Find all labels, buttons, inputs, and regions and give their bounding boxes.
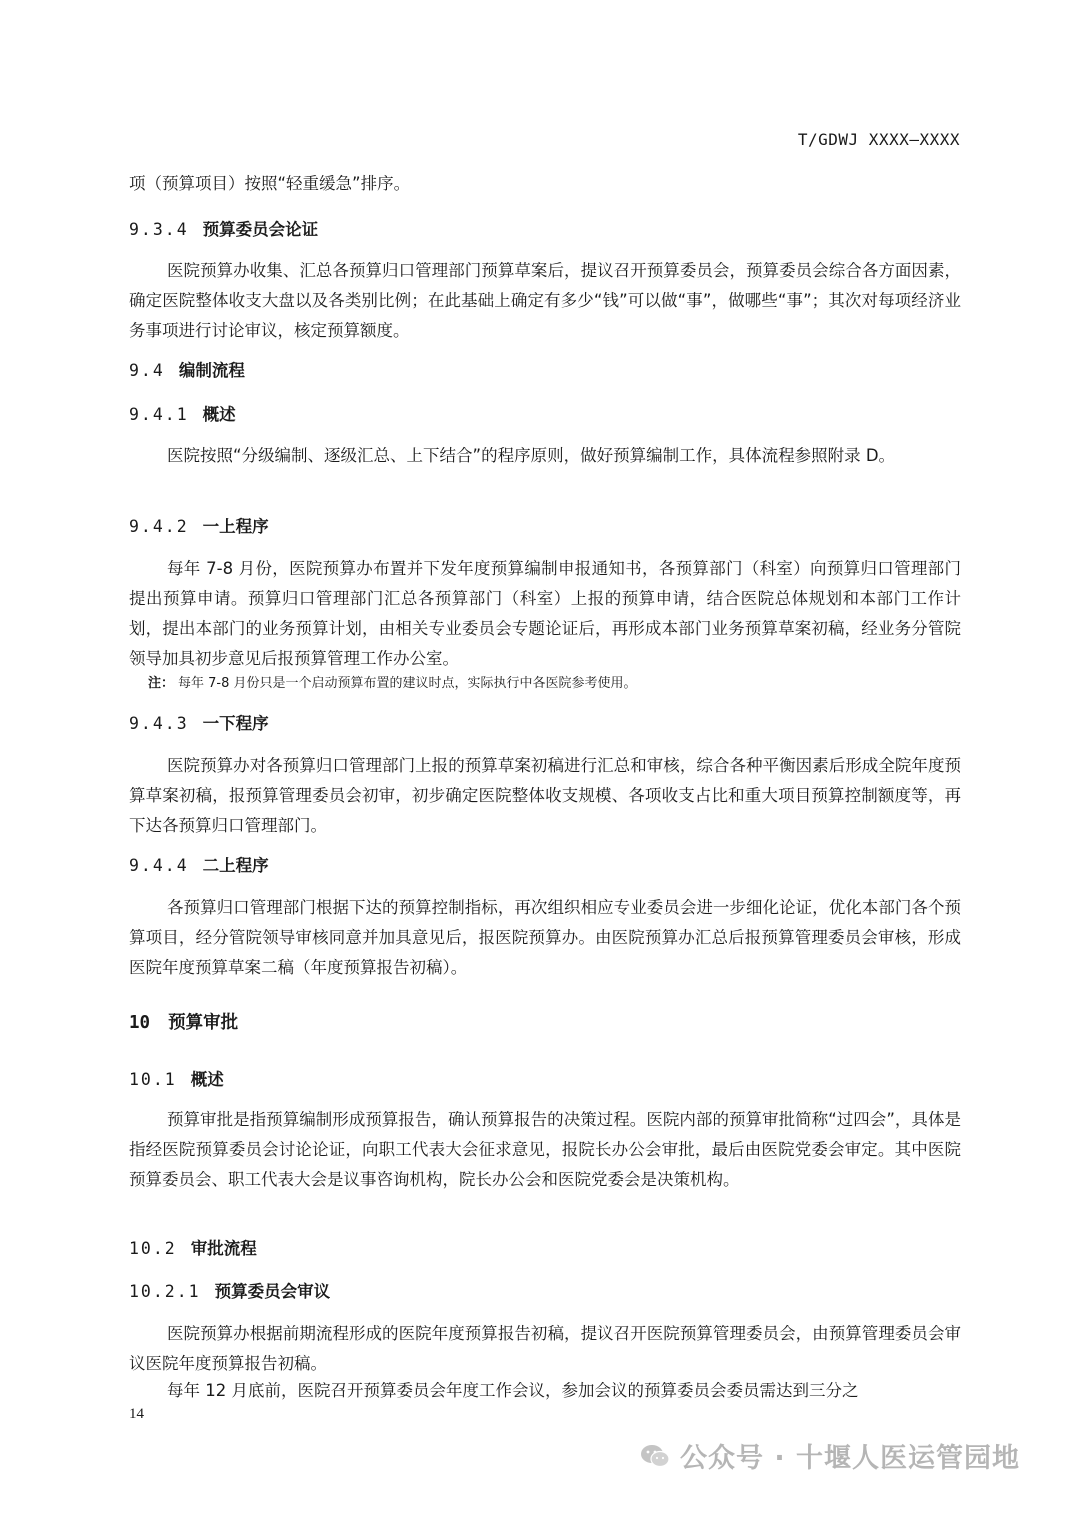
heading-title: 预算委员会审议 — [214, 1282, 331, 1301]
note-label: 注： — [148, 676, 175, 691]
paragraph-9-3-4: 医院预算办收集、汇总各预算归口管理部门预算草案后，提议召开预算委员会，预算委员会综合各方面因素，确定医院整体收支大盘以及各类别比例；在此基础上确定有多少“钱”可以做“事”，做哪些“事”；其次对每项经济业务事项进行讨论审议，核定预算额度。 — [129, 261, 961, 340]
heading-9-4 — [129, 360, 245, 382]
heading-title: 预算审批 — [168, 1013, 239, 1033]
note-text: 每年 7-8 月份只是一个启动预算布置的建议时点，实际执行中各医院参考使用。 — [178, 676, 637, 691]
heading-number: 9.4 — [129, 361, 165, 380]
heading-9-4-1 — [129, 404, 236, 426]
heading-10-1 — [129, 1069, 224, 1091]
heading-number: 9.4.3 — [129, 714, 189, 733]
watermark-text: 公众号 · 十堰人医运管园地 — [680, 1443, 1021, 1474]
paragraph-9-4-4: 各预算归口管理部门根据下达的预算控制指标，再次组织相应专业委员会进一步细化论证，优化本部门各个预算项目，经分管院领导审核同意并加具意见后，报医院预算办。由医院预算办汇总后报预算管理委员会审核，形成医院年度预算草案二稿（年度预算报告初稿）。 — [129, 898, 961, 977]
heading-number: 9.4.4 — [129, 856, 189, 875]
heading-number: 10.2.1 — [129, 1282, 201, 1301]
heading-title: 一上程序 — [202, 517, 269, 536]
paragraph-9-4-2: 每年 7-8 月份，医院预算办布置并下发年度预算编制申报通知书，各预算部门（科室）向预算归口管理部门提出预算申请。预算归口管理部门汇总各预算部门（科室）上报的预算申请，结合医院总体规划和本部门工作计划，提出本部门的业务预算计划，由相关专业委员会专题论证后，再形成本部门业务预算草案初稿，经业务分管院领导加具初步意见后报预算管理工作办公室。 — [129, 559, 961, 668]
heading-10-2 — [129, 1238, 257, 1260]
paragraph-10-1: 预算审批是指预算编制形成预算报告，确认预算报告的决策过程。医院内部的预算审批简称“过四会”，具体是指经医院预算委员会讨论论证，向职工代表大会征求意见，报院长办公会审批，最后由医院党委会审定。其中医院预算委员会、职工代表大会是议事咨询机构，院长办公会和医院党委会是决策机构。 — [129, 1110, 961, 1189]
heading-title: 编制流程 — [178, 361, 245, 380]
heading-title: 一下程序 — [202, 714, 269, 733]
heading-title: 预算委员会论证 — [202, 220, 319, 239]
wechat-icon — [640, 1443, 670, 1469]
document-code: T/GDWJ XXXX—XXXX — [797, 130, 960, 149]
paragraph-9-4-3: 医院预算办对各预算归口管理部门上报的预算草案初稿进行汇总和审核，综合各种平衡因素后形成全院年度预算草案初稿，报预算管理委员会初审，初步确定医院整体收支规模、各项收支占比和重大项目预算控制额度等，再下达各预算归口管理部门。 — [129, 756, 961, 835]
heading-9-4-4 — [129, 855, 269, 877]
page-number: 14 — [129, 1406, 144, 1422]
note-9-4-2 — [148, 674, 637, 694]
heading-title: 概述 — [190, 1070, 224, 1089]
heading-number: 10 — [129, 1013, 151, 1033]
heading-number: 9.4.2 — [129, 517, 189, 536]
heading-9-4-2 — [129, 516, 269, 538]
heading-title: 概述 — [202, 405, 236, 424]
heading-10-2-1 — [129, 1281, 330, 1303]
paragraph-10-2-1-a: 医院预算办根据前期流程形成的医院年度预算报告初稿，提议召开医院预算管理委员会，由预算管理委员会审议医院年度预算报告初稿。 — [129, 1324, 961, 1373]
paragraph-9-4-1: 医院按照“分级编制、逐级汇总、上下结合”的程序原则，做好预算编制工作，具体流程参照附录 D。 — [167, 446, 896, 465]
heading-number: 9.3.4 — [129, 220, 189, 239]
heading-number: 9.4.1 — [129, 405, 189, 424]
heading-9-4-3 — [129, 713, 269, 735]
heading-number: 10.1 — [129, 1070, 177, 1089]
heading-number: 10.2 — [129, 1239, 177, 1258]
paragraph-10-2-1-b: 每年 12 月底前，医院召开预算委员会年度工作会议，参加会议的预算委员会委员需达到三分之 — [167, 1381, 859, 1400]
continued-line: 项（预算项目）按照“轻重缓急”排序。 — [129, 174, 411, 193]
heading-9-3-4 — [129, 219, 318, 241]
heading-10 — [129, 1012, 238, 1034]
watermark — [640, 1436, 1020, 1475]
heading-title: 审批流程 — [190, 1239, 257, 1258]
heading-title: 二上程序 — [202, 856, 269, 875]
